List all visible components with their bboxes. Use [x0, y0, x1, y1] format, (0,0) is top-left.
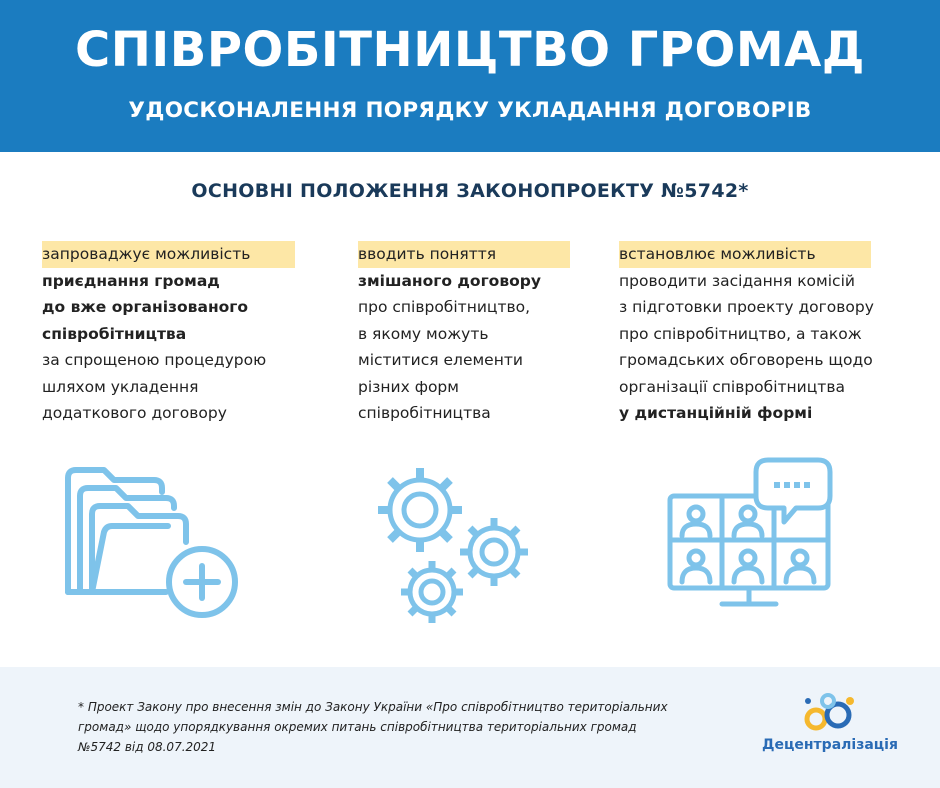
provision-line: про співробітництво, а також: [619, 324, 862, 343]
provision-line: міститися елементи: [358, 351, 523, 369]
video-conference-icon: [664, 456, 839, 621]
gears-icon: [376, 462, 536, 632]
provision-bold-line: співробітництва: [42, 324, 187, 343]
logo-text: Децентралізація: [762, 737, 898, 753]
provision-bold-line: приєднання громад: [42, 271, 220, 290]
footnote: [78, 697, 728, 757]
provision-line: додаткового договору: [42, 404, 227, 422]
decentralization-logo-icon: [798, 689, 862, 737]
provision-line: шляхом укладення: [42, 377, 199, 396]
footnote-line: * Проект Закону про внесення змін до Закону України «Про співробітництво територіальних: [78, 700, 668, 714]
main-subtitle: УДОСКОНАЛЕННЯ ПОРЯДКУ УКЛАДАННЯ ДОГОВОРІВ: [128, 98, 812, 123]
provision-column-2: [358, 241, 598, 427]
provision-line: з підготовки проекту договору: [619, 298, 874, 316]
provision-bold-line: змішаного договору: [358, 271, 541, 290]
header-banner: [0, 0, 940, 152]
main-title: СПІВРОБІТНИЦТВО ГРОМАД: [75, 22, 865, 78]
provision-line: в якому можуть: [358, 324, 489, 343]
provision-line: організації співробітництва: [619, 377, 845, 396]
provision-line: громадських обговорень щодо: [619, 351, 873, 369]
provision-line: про співробітництво,: [358, 298, 531, 316]
provision-line: проводити засідання комісій: [619, 271, 855, 290]
provision-highlight: встановлює можливість: [619, 241, 871, 268]
provision-bold-line: до вже організованого: [42, 298, 249, 316]
provision-highlight: запроваджує можливість: [42, 241, 295, 268]
folder-add-icon: [62, 462, 242, 622]
footer: [0, 667, 940, 788]
provision-line: співробітництва: [358, 404, 491, 422]
provision-highlight: вводить поняття: [358, 241, 570, 268]
provision-column-3: [619, 241, 919, 427]
section-title: ОСНОВНІ ПОЛОЖЕННЯ ЗАКОНОПРОЕКТУ №5742*: [191, 180, 749, 202]
decentralization-logo: [760, 689, 900, 769]
provision-column-1: [42, 241, 332, 427]
provision-line: різних форм: [358, 377, 459, 396]
provision-bold-line: у дистанційній формі: [619, 404, 813, 422]
footnote-line: громад» щодо упорядкування окремих питань співробітництва територіальних громад: [78, 720, 637, 734]
footnote-line: №5742 від 08.07.2021: [78, 740, 217, 754]
provision-line: за спрощеною процедурою: [42, 351, 267, 369]
